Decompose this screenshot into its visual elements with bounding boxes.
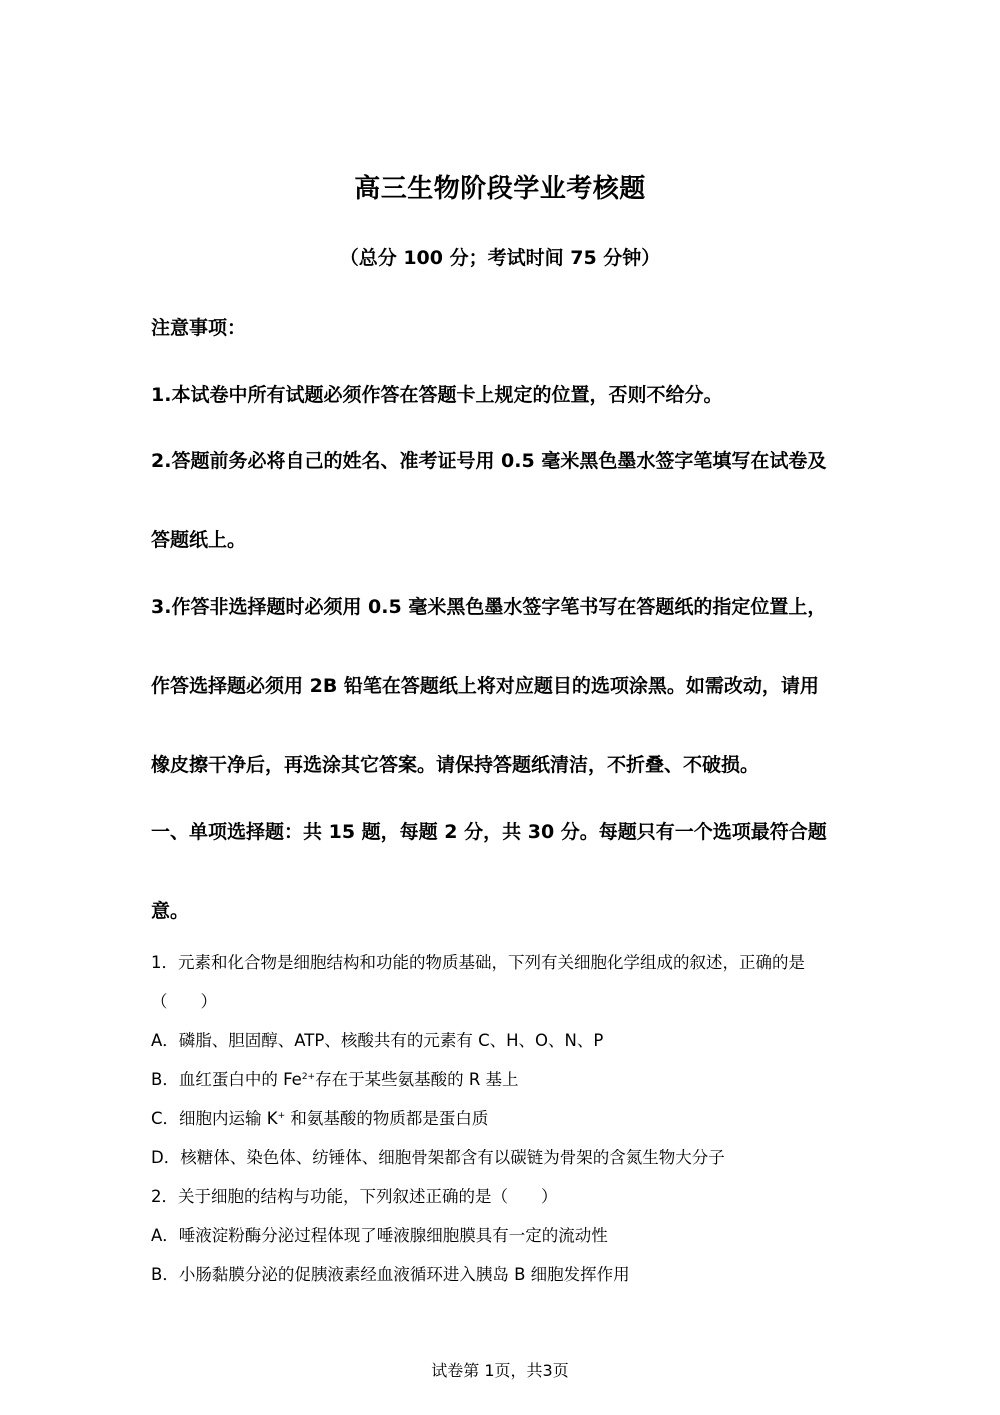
question-1-stem-line-1: 1．元素和化合物是细胞结构和功能的物质基础，下列有关细胞化学组成的叙述，正确的是: [151, 953, 805, 972]
question-1-option-a: A．磷脂、胆固醇、ATP、核酸共有的元素有 C、H、O、N、P: [151, 1031, 604, 1050]
notice-item-1: 1.本试卷中所有试题必须作答在答题卡上规定的位置，否则不给分。: [151, 384, 723, 406]
exam-subtitle: （总分 100 分；考试时间 75 分钟）: [339, 247, 661, 269]
option-c-superscript: +: [277, 1111, 286, 1121]
notice-item-2-line-1: 2.答题前务必将自己的姓名、准考证号用 0.5 毫米黑色墨水签字笔填写在试卷及: [151, 450, 827, 472]
option-b-text-end: 存在于某些氨基酸的 R 基上: [315, 1070, 519, 1089]
question-2-option-b: B．小肠黏膜分泌的促胰液素经血液循环进入胰岛 B 细胞发挥作用: [151, 1265, 630, 1284]
exam-title: 高三生物阶段学业考核题: [354, 174, 646, 204]
question-2-option-a: A．唾液淀粉酶分泌过程体现了唾液腺细胞膜具有一定的流动性: [151, 1226, 608, 1245]
question-1-option-b: [151, 1066, 871, 1090]
notice-item-2-line-2: 答题纸上。: [151, 529, 247, 551]
question-1-stem-line-2: （ ）: [151, 992, 217, 1011]
option-c-text-start: C．细胞内运输 K: [151, 1109, 278, 1128]
section-1-heading-line-1: 一、单项选择题：共 15 题，每题 2 分，共 30 分。每题只有一个选项最符合题: [151, 821, 827, 843]
question-2-stem: 2．关于细胞的结构与功能，下列叙述正确的是（ ）: [151, 1187, 558, 1206]
option-c-text-end: 和氨基酸的物质都是蛋白质: [285, 1109, 489, 1128]
notice-item-3-line-1: 3.作答非选择题时必须用 0.5 毫米黑色墨水签字笔书写在答题纸的指定位置上，: [151, 596, 827, 618]
notice-item-3-line-2: 作答选择题必须用 2B 铅笔在答题纸上将对应题目的选项涂黑。如需改动，请用: [151, 675, 819, 697]
section-1-heading-line-2: 意。: [151, 900, 190, 922]
question-1-option-d: D．核糖体、染色体、纺锤体、细胞骨架都含有以碳链为骨架的含氮生物大分子: [151, 1148, 725, 1167]
notice-item-3-line-3: 橡皮擦干净后，再选涂其它答案。请保持答题纸清洁，不折叠、不破损。: [151, 754, 760, 776]
page-footer: 试卷第 1页，共3页: [431, 1361, 569, 1380]
notice-heading: 注意事项：: [151, 317, 247, 339]
question-1-option-c: [151, 1105, 871, 1129]
option-b-text-start: B．血红蛋白中的 Fe: [151, 1070, 302, 1089]
option-b-superscript: 2+: [301, 1072, 316, 1082]
